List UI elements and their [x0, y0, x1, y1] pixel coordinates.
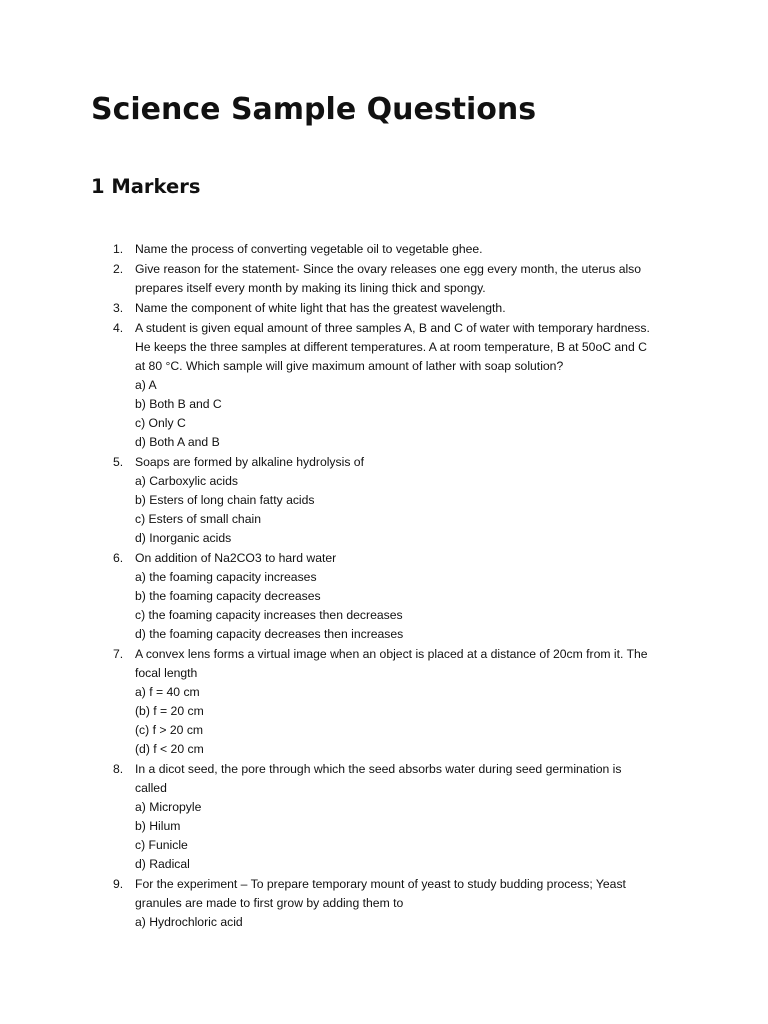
question-item: [0, 549, 675, 644]
answer-option: d) Radical: [135, 857, 190, 871]
question-number: 4.: [113, 321, 124, 335]
answer-option: d) the foaming capacity decreases then increases: [135, 627, 404, 641]
question-item: [0, 240, 675, 259]
question-number: 1.: [113, 242, 124, 256]
question-text: called: [135, 781, 167, 795]
question-number: 7.: [113, 647, 124, 661]
answer-option: d) Both A and B: [135, 435, 220, 449]
answer-option: a) the foaming capacity increases: [135, 570, 317, 584]
question-item: [0, 875, 675, 932]
question-text: Soaps are formed by alkaline hydrolysis of: [135, 455, 364, 469]
question-text: Name the component of white light that has the greatest wavelength.: [135, 301, 506, 315]
answer-option: c) Funicle: [135, 838, 188, 852]
answer-option: b) Both B and C: [135, 397, 222, 411]
question-number: 8.: [113, 762, 124, 776]
question-text: at 80 °C. Which sample will give maximum amount of lather with soap solution?: [135, 359, 564, 373]
question-item: [0, 260, 675, 298]
question-list: [0, 240, 768, 933]
question-item: [0, 645, 675, 759]
question-item: [0, 760, 675, 874]
question-text: granules are made to first grow by adding them to: [135, 896, 404, 910]
question-text: focal length: [135, 666, 198, 680]
question-text: prepares itself every month by making its lining thick and spongy.: [135, 281, 486, 295]
answer-option: b) Hilum: [135, 819, 181, 833]
question-text: A convex lens forms a virtual image when an object is placed at a distance of 20cm from it. The: [135, 647, 648, 661]
answer-option: b) Esters of long chain fatty acids: [135, 493, 315, 507]
answer-option: a) Hydrochloric acid: [135, 915, 243, 929]
answer-option: c) Esters of small chain: [135, 512, 261, 526]
answer-option: (b) f = 20 cm: [135, 704, 204, 718]
question-number: 5.: [113, 455, 124, 469]
answer-option: c) the foaming capacity increases then decreases: [135, 608, 403, 622]
answer-option: a) Micropyle: [135, 800, 202, 814]
question-text: He keeps the three samples at different temperatures. A at room temperature, B at 50oC and C: [135, 340, 647, 354]
question-spacer: [0, 932, 768, 933]
question-text: On addition of Na2CO3 to hard water: [135, 551, 337, 565]
question-number: 2.: [113, 262, 124, 276]
question-text: Name the process of converting vegetable oil to vegetable ghee.: [135, 242, 483, 256]
answer-option: c) Only C: [135, 416, 186, 430]
answer-option: a) Carboxylic acids: [135, 474, 238, 488]
question-item: [0, 453, 675, 548]
answer-option: a) A: [135, 378, 157, 392]
question-item: [0, 299, 675, 318]
section-heading: 1 Markers: [91, 175, 201, 198]
question-text: Give reason for the statement- Since the ovary releases one egg every month, the uterus also: [135, 262, 642, 276]
question-item: [0, 319, 675, 452]
question-text: A student is given equal amount of three samples A, B and C of water with temporary hardness.: [135, 321, 650, 335]
question-number: 6.: [113, 551, 124, 565]
answer-option: d) Inorganic acids: [135, 531, 232, 545]
answer-option: b) the foaming capacity decreases: [135, 589, 321, 603]
answer-option: (c) f > 20 cm: [135, 723, 204, 737]
question-number: 9.: [113, 877, 124, 891]
question-number: 3.: [113, 301, 124, 315]
answer-option: (d) f < 20 cm: [135, 742, 204, 756]
document-title: Science Sample Questions: [91, 92, 537, 127]
answer-option: a) f = 40 cm: [135, 685, 200, 699]
question-text: For the experiment – To prepare temporary mount of yeast to study budding process; Yeast: [135, 877, 626, 891]
question-text: In a dicot seed, the pore through which the seed absorbs water during seed germination is: [135, 762, 622, 776]
